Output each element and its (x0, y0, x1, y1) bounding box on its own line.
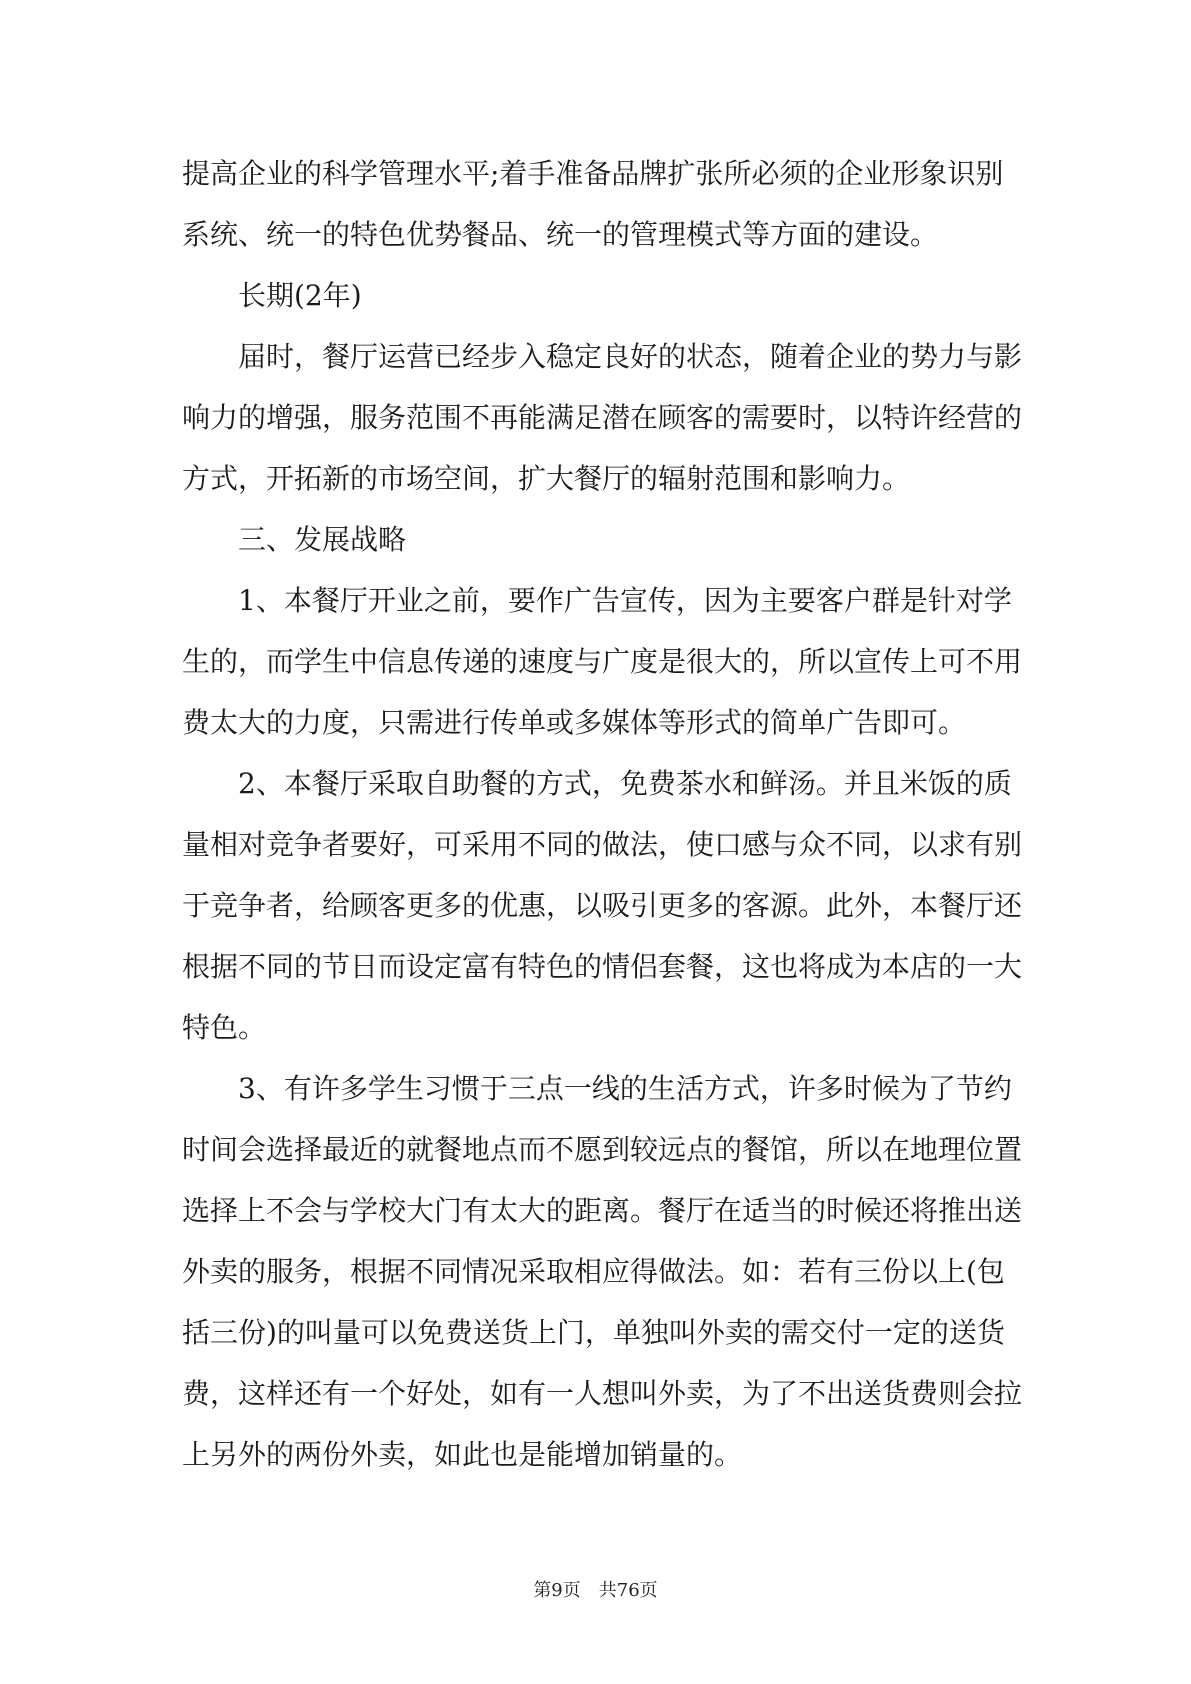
text-line: 提高企业的科学管理水平;着手准备品牌扩张所必须的企业形象识别 (182, 157, 1004, 190)
text-line: 2、本餐厅采取自助餐的方式，免费茶水和鲜汤。并且米饭的质 (238, 767, 1012, 800)
text-line: 三、发展战略 (238, 523, 407, 556)
text-line: 时间会选择最近的就餐地点而不愿到较远点的餐馆，所以在地理位置 (182, 1133, 1023, 1166)
text-line: 长期(2年) (238, 279, 362, 312)
text-line: 系统、统一的特色优势餐品、统一的管理模式等方面的建设。 (182, 218, 939, 251)
text-line: 外卖的服务，根据不同情况采取相应得做法。如：若有三份以上(包 (182, 1255, 1005, 1288)
text-line: 根据不同的节日而设定富有特色的情侣套餐，这也将成为本店的一大 (182, 950, 1023, 983)
text-line: 费太大的力度，只需进行传单或多媒体等形式的简单广告即可。 (182, 706, 967, 739)
page-footer (0, 1579, 1191, 1603)
page-total: 共76页 (598, 1580, 658, 1601)
text-line: 1、本餐厅开业之前，要作广告宣传，因为主要客户群是针对学 (238, 584, 1012, 617)
text-line: 选择上不会与学校大门有太大的距离。餐厅在适当的时候还将推出送 (182, 1194, 1023, 1227)
text-line: 方式，开拓新的市场空间，扩大餐厅的辐射范围和影响力。 (182, 462, 911, 495)
page-number: 第9页 (533, 1580, 581, 1601)
text-line: 上另外的两份外卖，如此也是能增加销量的。 (182, 1438, 743, 1471)
text-line: 3、有许多学生习惯于三点一线的生活方式，许多时候为了节约 (238, 1072, 1012, 1105)
text-line: 于竞争者，给顾客更多的优惠，以吸引更多的客源。此外，本餐厅还 (182, 889, 1023, 922)
text-line: 响力的增强，服务范围不再能满足潜在顾客的需要时，以特许经营的 (182, 401, 1023, 434)
text-line: 生的，而学生中信息传递的速度与广度是很大的，所以宣传上可不用 (182, 645, 1023, 678)
text-line: 届时，餐厅运营已经步入稳定良好的状态，随着企业的势力与影 (238, 340, 1023, 373)
text-line: 量相对竞争者要好，可采用不同的做法，使口感与众不同，以求有别 (182, 828, 1023, 861)
document-body (182, 143, 1023, 1485)
text-line: 括三份)的叫量可以免费送货上门，单独叫外卖的需交付一定的送货 (182, 1316, 1005, 1349)
text-line: 特色。 (182, 1011, 267, 1044)
text-line: 费，这样还有一个好处，如有一人想叫外卖，为了不出送货费则会拉 (182, 1377, 1023, 1410)
